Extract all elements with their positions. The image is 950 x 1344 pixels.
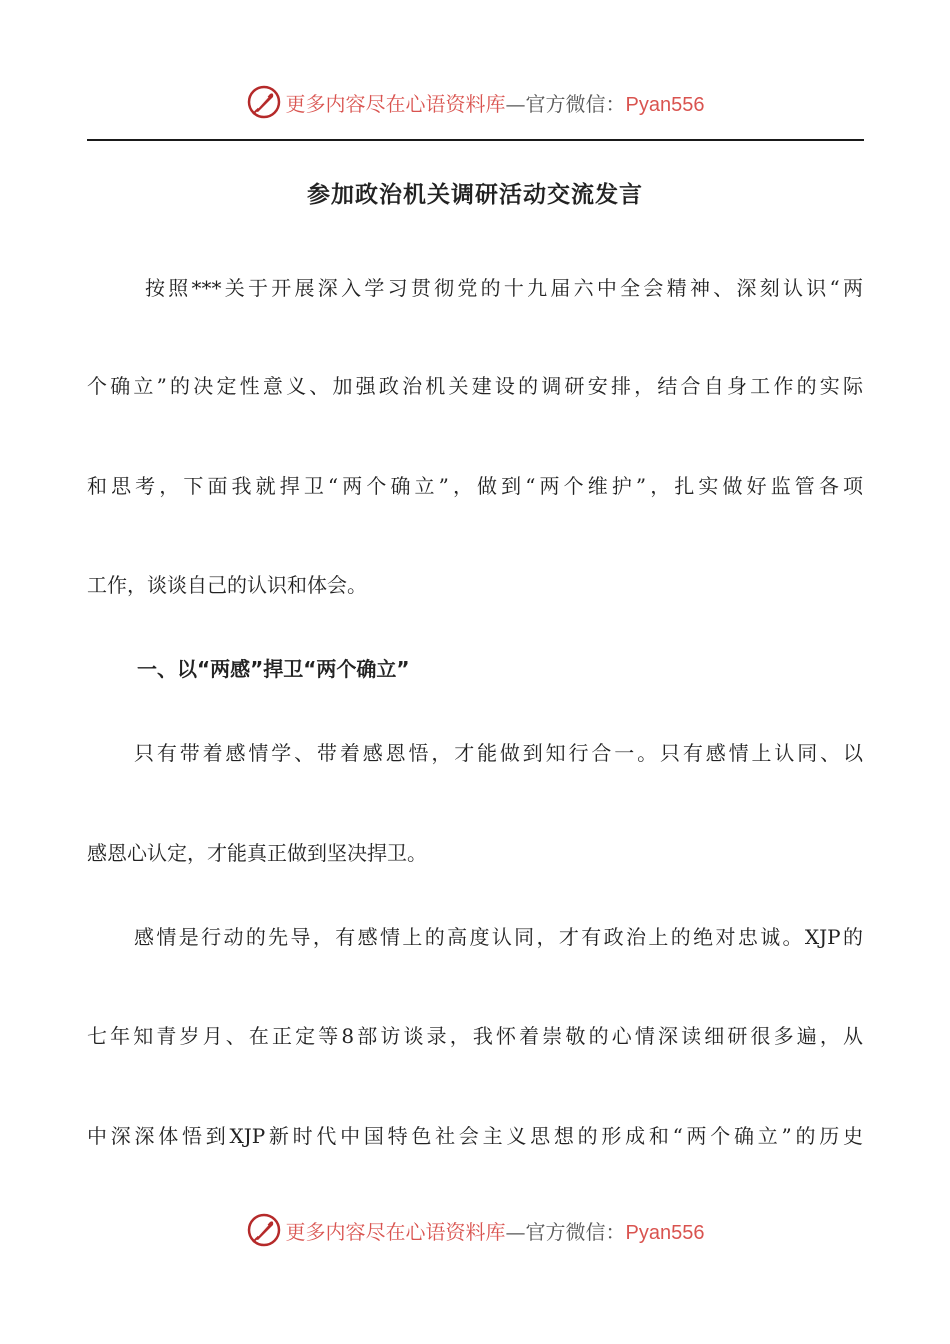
footer-banner	[0, 1210, 950, 1250]
paragraph-line: 感情是行动的先导，有感情上的高度认同，才有政治上的绝对忠诚。XJP的	[134, 925, 863, 949]
paragraph-line: 只有带着感情学、带着感恩悟，才能做到知行合一。只有感情上认同、以	[134, 741, 863, 765]
header-banner-main: 更多内容尽在心语资料库	[285, 91, 506, 116]
header-banner-wechat: Pyan556	[625, 93, 705, 116]
quill-logo-icon	[246, 1212, 282, 1248]
paragraph-line: 感恩心认定，才能真正做到坚决捍卫。	[87, 841, 427, 865]
paragraph-line: 七年知青岁月、在正定等8部访谈录，我怀着崇敬的心情深读细研很多遍，从	[87, 1024, 863, 1048]
header-banner	[0, 82, 950, 122]
header-banner-text	[286, 88, 705, 117]
paragraph-line: 和思考，下面我就捍卫“两个确立”，做到“两个维护”，扎实做好监管各项	[87, 474, 863, 498]
footer-banner-text	[286, 1216, 705, 1245]
footer-banner-wechat: Pyan556	[625, 1221, 705, 1244]
paragraph-line: 按照***关于开展深入学习贯彻党的十九届六中全会精神、深刻认识“两	[145, 276, 863, 300]
header-banner-label: 官方微信：	[525, 91, 626, 116]
header-divider	[87, 139, 864, 141]
paragraph-line: 个确立”的决定性意义、加强政治机关建设的调研安排，结合自身工作的实际	[87, 374, 863, 398]
quill-logo-icon	[246, 84, 282, 120]
section-heading: 一、以“两感”捍卫“两个确立”	[137, 657, 410, 681]
header-banner-dash: —	[505, 91, 526, 116]
footer-banner-main: 更多内容尽在心语资料库	[285, 1219, 506, 1244]
footer-banner-dash: —	[505, 1219, 526, 1244]
paragraph-line: 工作，谈谈自己的认识和体会。	[87, 573, 367, 597]
paragraph-line: 中深深体悟到XJP新时代中国特色社会主义思想的形成和“两个确立”的历史	[87, 1124, 863, 1148]
footer-banner-label: 官方微信：	[525, 1219, 626, 1244]
document-title: 参加政治机关调研活动交流发言	[307, 182, 643, 208]
